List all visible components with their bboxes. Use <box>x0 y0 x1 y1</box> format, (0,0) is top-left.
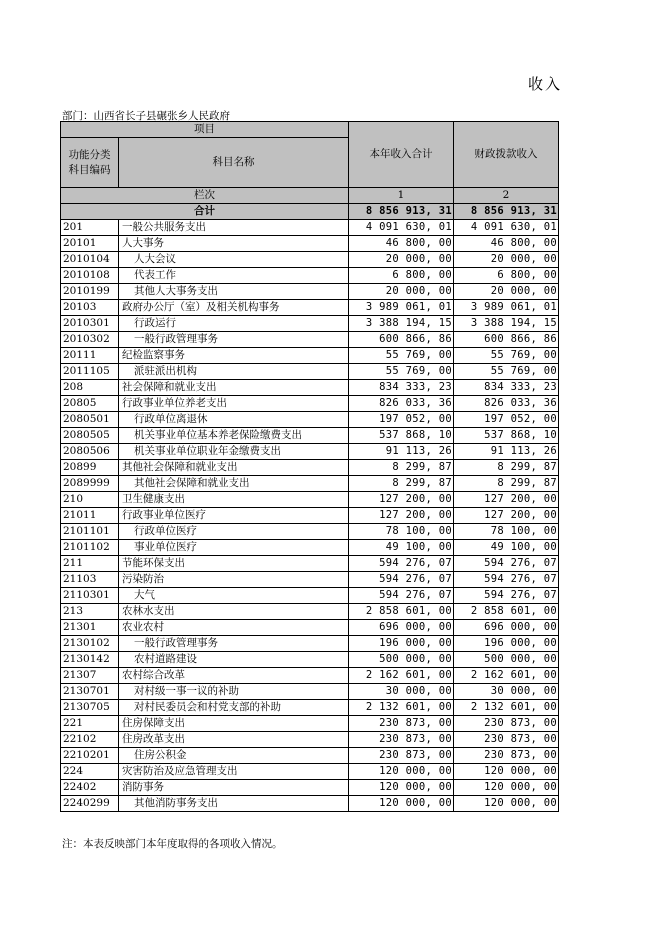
department-label: 部门：山西省长子县碾张乡人民政府 <box>62 110 230 122</box>
row-total-income: 594 276, 07 <box>349 572 454 588</box>
row-name: 行政运行 <box>119 316 349 332</box>
row-name: 派驻派出机构 <box>119 364 349 380</box>
row-total-income: 46 800, 00 <box>349 236 454 252</box>
row-total-income: 826 033, 36 <box>349 396 454 412</box>
row-fiscal-income: 55 769, 00 <box>454 364 559 380</box>
table-row <box>61 476 559 492</box>
row-total-income: 537 868, 10 <box>349 428 454 444</box>
row-name: 农林水支出 <box>119 604 349 620</box>
table-row <box>61 668 559 684</box>
table-row <box>61 700 559 716</box>
header-project: 项目 <box>61 122 349 138</box>
row-name: 机关事业单位职业年金缴费支出 <box>119 444 349 460</box>
row-total-income: 8 299, 87 <box>349 460 454 476</box>
row-fiscal-income: 127 200, 00 <box>454 492 559 508</box>
row-code: 21307 <box>61 668 119 684</box>
row-total-income: 196 000, 00 <box>349 636 454 652</box>
table-row <box>61 780 559 796</box>
row-name: 行政单位医疗 <box>119 524 349 540</box>
row-code: 2080501 <box>61 412 119 428</box>
row-fiscal-income: 55 769, 00 <box>454 348 559 364</box>
table-row <box>61 620 559 636</box>
row-total-income: 55 769, 00 <box>349 348 454 364</box>
row-name: 社会保障和就业支出 <box>119 380 349 396</box>
row-code: 2130142 <box>61 652 119 668</box>
row-fiscal-income: 230 873, 00 <box>454 748 559 764</box>
header-col2: 2 <box>454 188 559 204</box>
row-name: 一般行政管理事务 <box>119 636 349 652</box>
row-name: 其他消防事务支出 <box>119 796 349 812</box>
row-fiscal-income: 594 276, 07 <box>454 588 559 604</box>
row-code: 2010199 <box>61 284 119 300</box>
row-total-income: 49 100, 00 <box>349 540 454 556</box>
total-row <box>61 204 559 220</box>
row-code: 2080506 <box>61 444 119 460</box>
table-row <box>61 364 559 380</box>
row-code: 2130701 <box>61 684 119 700</box>
row-total-income: 20 000, 00 <box>349 252 454 268</box>
row-fiscal-income: 230 873, 00 <box>454 732 559 748</box>
table-row <box>61 716 559 732</box>
row-name: 农业农村 <box>119 620 349 636</box>
row-fiscal-income: 196 000, 00 <box>454 636 559 652</box>
table-row <box>61 300 559 316</box>
row-code: 22102 <box>61 732 119 748</box>
row-name: 其他社会保障和就业支出 <box>119 476 349 492</box>
row-name: 卫生健康支出 <box>119 492 349 508</box>
row-total-income: 594 276, 07 <box>349 556 454 572</box>
table-row <box>61 380 559 396</box>
table-row <box>61 524 559 540</box>
row-code: 221 <box>61 716 119 732</box>
table-row <box>61 540 559 556</box>
table-row <box>61 508 559 524</box>
row-name: 对村级一事一议的补助 <box>119 684 349 700</box>
row-name: 污染防治 <box>119 572 349 588</box>
total-income-value: 8 856 913, 31 <box>349 204 454 220</box>
row-total-income: 2 162 601, 00 <box>349 668 454 684</box>
row-fiscal-income: 4 091 630, 01 <box>454 220 559 236</box>
header-column-no: 栏次 <box>61 188 349 204</box>
table-row <box>61 284 559 300</box>
header-total-income: 本年收入合计 <box>349 122 454 188</box>
row-total-income: 3 388 194, 15 <box>349 316 454 332</box>
row-code: 2130102 <box>61 636 119 652</box>
row-code: 21103 <box>61 572 119 588</box>
row-code: 20805 <box>61 396 119 412</box>
table-row <box>61 588 559 604</box>
table-row <box>61 316 559 332</box>
row-fiscal-income: 8 299, 87 <box>454 476 559 492</box>
row-fiscal-income: 3 989 061, 01 <box>454 300 559 316</box>
row-code: 2210201 <box>61 748 119 764</box>
table-row <box>61 572 559 588</box>
total-label: 合计 <box>61 204 349 220</box>
row-code: 2010301 <box>61 316 119 332</box>
row-total-income: 120 000, 00 <box>349 764 454 780</box>
row-fiscal-income: 537 868, 10 <box>454 428 559 444</box>
table-row <box>61 236 559 252</box>
row-fiscal-income: 230 873, 00 <box>454 716 559 732</box>
row-fiscal-income: 594 276, 07 <box>454 572 559 588</box>
row-name: 灾害防治及应急管理支出 <box>119 764 349 780</box>
header-name: 科目名称 <box>119 138 349 188</box>
row-total-income: 8 299, 87 <box>349 476 454 492</box>
row-name: 行政单位离退休 <box>119 412 349 428</box>
table-row <box>61 652 559 668</box>
row-code: 2110301 <box>61 588 119 604</box>
row-code: 2130705 <box>61 700 119 716</box>
row-name: 一般行政管理事务 <box>119 332 349 348</box>
row-code: 2010104 <box>61 252 119 268</box>
table-row <box>61 796 559 812</box>
row-name: 机关事业单位基本养老保险缴费支出 <box>119 428 349 444</box>
table-row <box>61 684 559 700</box>
row-total-income: 30 000, 00 <box>349 684 454 700</box>
row-total-income: 230 873, 00 <box>349 716 454 732</box>
row-total-income: 2 132 601, 00 <box>349 700 454 716</box>
row-name: 人大事务 <box>119 236 349 252</box>
table-row <box>61 428 559 444</box>
table-row <box>61 412 559 428</box>
table-row <box>61 220 559 236</box>
row-fiscal-income: 600 866, 86 <box>454 332 559 348</box>
row-fiscal-income: 20 000, 00 <box>454 252 559 268</box>
row-total-income: 120 000, 00 <box>349 780 454 796</box>
row-fiscal-income: 2 162 601, 00 <box>454 668 559 684</box>
table-row <box>61 460 559 476</box>
row-fiscal-income: 20 000, 00 <box>454 284 559 300</box>
row-name: 行政事业单位医疗 <box>119 508 349 524</box>
row-name: 政府办公厅（室）及相关机构事务 <box>119 300 349 316</box>
row-code: 2010108 <box>61 268 119 284</box>
row-name: 大气 <box>119 588 349 604</box>
row-fiscal-income: 834 333, 23 <box>454 380 559 396</box>
row-name: 住房公积金 <box>119 748 349 764</box>
table-row <box>61 332 559 348</box>
row-fiscal-income: 594 276, 07 <box>454 556 559 572</box>
row-fiscal-income: 120 000, 00 <box>454 796 559 812</box>
table-row <box>61 252 559 268</box>
row-code: 20103 <box>61 300 119 316</box>
row-fiscal-income: 826 033, 36 <box>454 396 559 412</box>
row-code: 213 <box>61 604 119 620</box>
row-name: 一般公共服务支出 <box>119 220 349 236</box>
row-total-income: 127 200, 00 <box>349 508 454 524</box>
row-total-income: 696 000, 00 <box>349 620 454 636</box>
row-total-income: 230 873, 00 <box>349 732 454 748</box>
row-name: 农村综合改革 <box>119 668 349 684</box>
row-total-income: 594 276, 07 <box>349 588 454 604</box>
row-name: 其他人大事务支出 <box>119 284 349 300</box>
row-name: 住房保障支出 <box>119 716 349 732</box>
table-row <box>61 604 559 620</box>
table-row <box>61 492 559 508</box>
row-name: 人大会议 <box>119 252 349 268</box>
row-code: 2101101 <box>61 524 119 540</box>
row-total-income: 197 052, 00 <box>349 412 454 428</box>
row-code: 20899 <box>61 460 119 476</box>
row-fiscal-income: 6 800, 00 <box>454 268 559 284</box>
row-code: 210 <box>61 492 119 508</box>
row-total-income: 55 769, 00 <box>349 364 454 380</box>
row-total-income: 4 091 630, 01 <box>349 220 454 236</box>
row-fiscal-income: 30 000, 00 <box>454 684 559 700</box>
row-name: 纪检监察事务 <box>119 348 349 364</box>
row-code: 2011105 <box>61 364 119 380</box>
table-row <box>61 764 559 780</box>
table-row <box>61 748 559 764</box>
row-total-income: 20 000, 00 <box>349 284 454 300</box>
row-total-income: 834 333, 23 <box>349 380 454 396</box>
table-row <box>61 444 559 460</box>
row-code: 2101102 <box>61 540 119 556</box>
row-fiscal-income: 127 200, 00 <box>454 508 559 524</box>
header-col1: 1 <box>349 188 454 204</box>
row-name: 行政事业单位养老支出 <box>119 396 349 412</box>
row-code: 20101 <box>61 236 119 252</box>
row-total-income: 127 200, 00 <box>349 492 454 508</box>
row-code: 2089999 <box>61 476 119 492</box>
row-fiscal-income: 197 052, 00 <box>454 412 559 428</box>
row-name: 节能环保支出 <box>119 556 349 572</box>
row-code: 201 <box>61 220 119 236</box>
row-fiscal-income: 120 000, 00 <box>454 764 559 780</box>
row-fiscal-income: 49 100, 00 <box>454 540 559 556</box>
row-name: 住房改革支出 <box>119 732 349 748</box>
row-total-income: 230 873, 00 <box>349 748 454 764</box>
row-code: 224 <box>61 764 119 780</box>
table-row <box>61 268 559 284</box>
row-fiscal-income: 46 800, 00 <box>454 236 559 252</box>
row-name: 其他社会保障和就业支出 <box>119 460 349 476</box>
row-fiscal-income: 696 000, 00 <box>454 620 559 636</box>
row-name: 消防事务 <box>119 780 349 796</box>
row-total-income: 2 858 601, 00 <box>349 604 454 620</box>
row-fiscal-income: 3 388 194, 15 <box>454 316 559 332</box>
row-total-income: 500 000, 00 <box>349 652 454 668</box>
row-name: 代表工作 <box>119 268 349 284</box>
row-code: 22402 <box>61 780 119 796</box>
table-row <box>61 348 559 364</box>
table-row <box>61 396 559 412</box>
row-total-income: 120 000, 00 <box>349 796 454 812</box>
row-total-income: 91 113, 26 <box>349 444 454 460</box>
header-code-text: 功能分类科目编码 <box>68 148 111 176</box>
row-name: 事业单位医疗 <box>119 540 349 556</box>
table-row <box>61 636 559 652</box>
report-title: 收入 <box>528 75 563 93</box>
row-total-income: 78 100, 00 <box>349 524 454 540</box>
row-fiscal-income: 2 132 601, 00 <box>454 700 559 716</box>
table-row <box>61 556 559 572</box>
header-code <box>61 138 119 188</box>
row-fiscal-income: 91 113, 26 <box>454 444 559 460</box>
row-code: 2010302 <box>61 332 119 348</box>
income-table <box>60 121 559 812</box>
total-fiscal-value: 8 856 913, 31 <box>454 204 559 220</box>
row-fiscal-income: 120 000, 00 <box>454 780 559 796</box>
row-code: 21301 <box>61 620 119 636</box>
header-fiscal-income: 财政拨款收入 <box>454 122 559 188</box>
row-fiscal-income: 8 299, 87 <box>454 460 559 476</box>
row-code: 21011 <box>61 508 119 524</box>
row-code: 208 <box>61 380 119 396</box>
row-name: 对村民委员会和村党支部的补助 <box>119 700 349 716</box>
row-code: 211 <box>61 556 119 572</box>
row-code: 2240299 <box>61 796 119 812</box>
table-row <box>61 732 559 748</box>
row-fiscal-income: 2 858 601, 00 <box>454 604 559 620</box>
row-total-income: 6 800, 00 <box>349 268 454 284</box>
row-fiscal-income: 78 100, 00 <box>454 524 559 540</box>
row-total-income: 600 866, 86 <box>349 332 454 348</box>
row-fiscal-income: 500 000, 00 <box>454 652 559 668</box>
row-name: 农村道路建设 <box>119 652 349 668</box>
row-code: 20111 <box>61 348 119 364</box>
row-total-income: 3 989 061, 01 <box>349 300 454 316</box>
footnote: 注：本表反映部门本年度取得的各项收入情况。 <box>62 838 283 850</box>
row-code: 2080505 <box>61 428 119 444</box>
